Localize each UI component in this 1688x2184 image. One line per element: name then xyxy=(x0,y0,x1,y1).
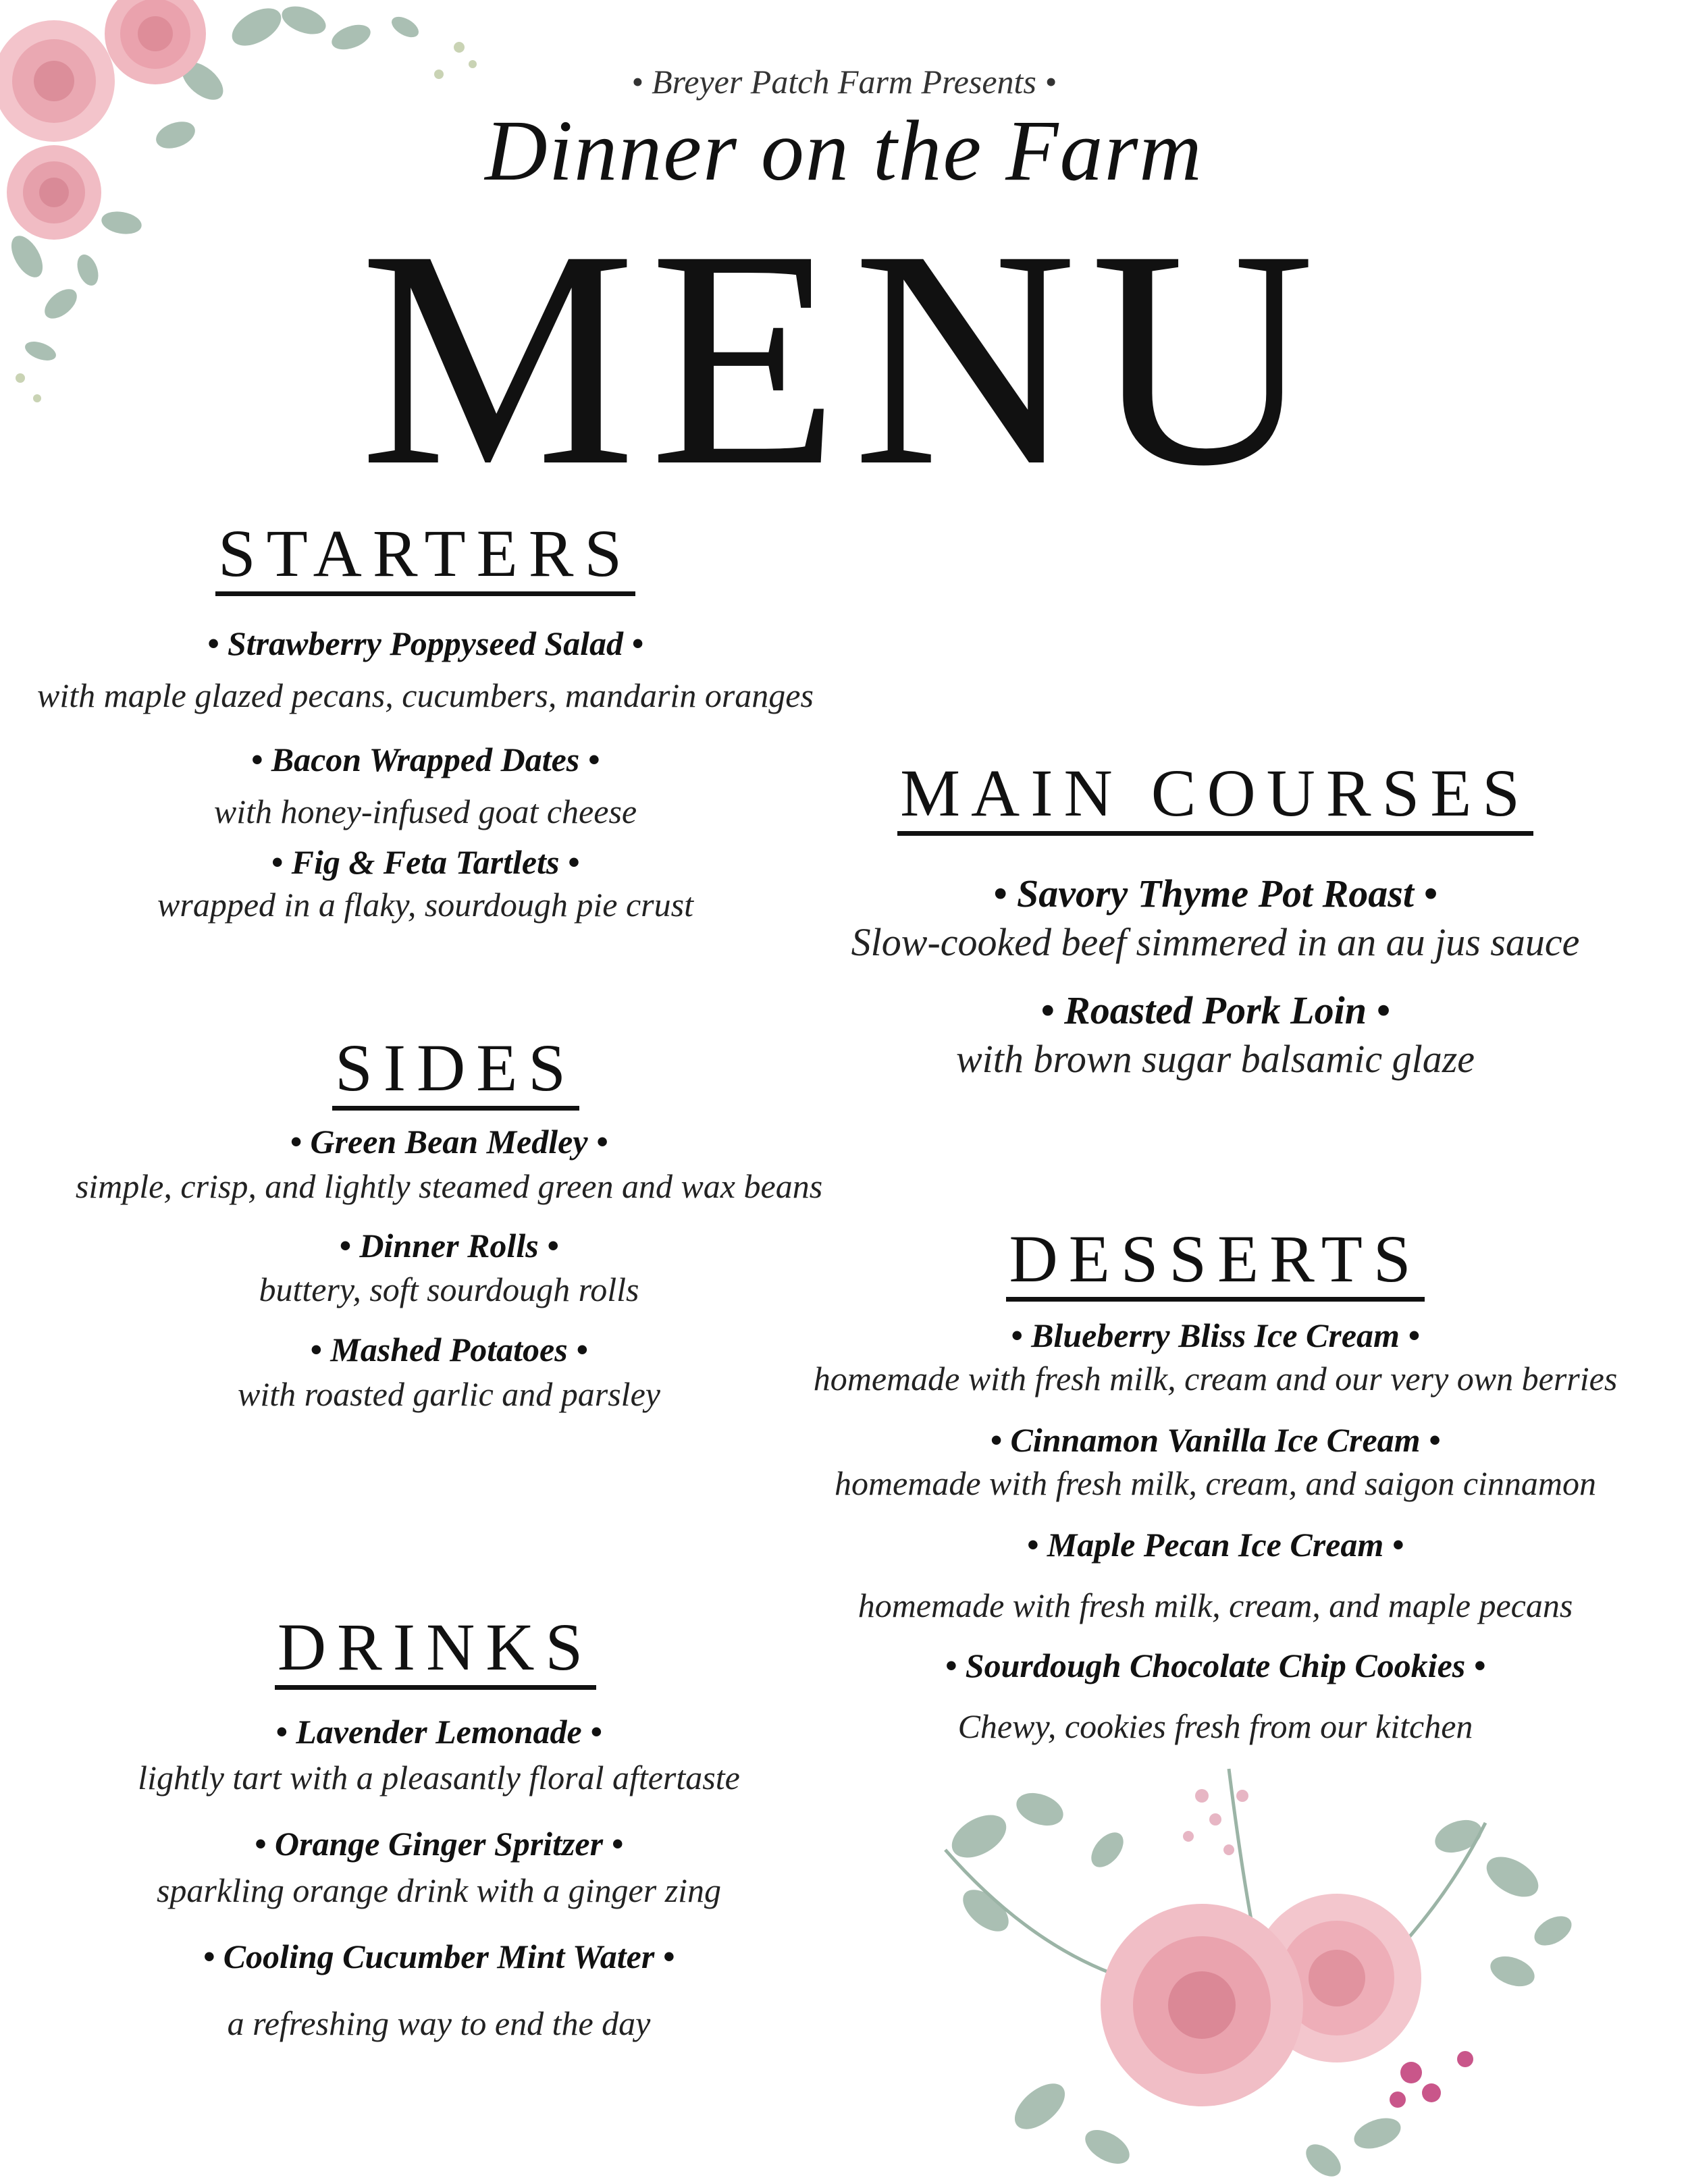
menu-item-name: • Sourdough Chocolate Chip Cookies • xyxy=(945,1647,1486,1684)
menu-heading: MENU xyxy=(359,186,1329,530)
menu-item-description: buttery, soft sourdough rolls xyxy=(259,1271,639,1308)
menu-item-description: with maple glazed pecans, cucumbers, mandarin oranges xyxy=(37,676,814,714)
menu-item-description: homemade with fresh milk, cream, and maple pecans xyxy=(858,1587,1573,1624)
menu-item-name: • Bacon Wrapped Dates • xyxy=(250,741,600,778)
menu-item-description: homemade with fresh milk, cream and our very own berries xyxy=(813,1360,1618,1397)
menu-item-name: • Cinnamon Vanilla Ice Cream • xyxy=(990,1421,1441,1459)
event-title: Dinner on the Farm xyxy=(485,103,1203,198)
menu-item-name: • Fig & Feta Tartlets • xyxy=(271,843,580,881)
menu-item-name: • Orange Ginger Spritzer • xyxy=(254,1825,624,1863)
menu-item-description: Chewy, cookies fresh from our kitchen xyxy=(957,1707,1473,1745)
sides-heading: SIDES xyxy=(0,1034,912,1111)
menu-item-name: • Maple Pecan Ice Cream • xyxy=(1026,1526,1404,1564)
menu-item-description: homemade with fresh milk, cream, and saigon cinnamon xyxy=(834,1464,1597,1502)
floral-rose-bouquet-icon xyxy=(905,1755,1607,2184)
menu-item-description: with honey-infused goat cheese xyxy=(213,793,637,830)
menu-item-name: • Mashed Potatoes • xyxy=(310,1331,588,1368)
menu-item-description: wrapped in a flaky, sourdough pie crust xyxy=(157,886,693,924)
menu-item-name: • Lavender Lemonade • xyxy=(275,1713,602,1751)
menu-item-name: • Savory Thyme Pot Roast • xyxy=(993,872,1438,915)
menu-item-description: sparkling orange drink with a ginger zing xyxy=(156,1871,722,1909)
menu-item-name: • Roasted Pork Loin • xyxy=(1040,988,1390,1032)
menu-item-description: with brown sugar balsamic glaze xyxy=(955,1037,1475,1081)
menu-item-name: • Blueberry Bliss Ice Cream • xyxy=(1011,1316,1420,1354)
menu-item-description: with roasted garlic and parsley xyxy=(238,1375,660,1413)
drinks-heading: DRINKS xyxy=(0,1614,871,1690)
menu-item-name: • Green Bean Medley • xyxy=(290,1123,608,1161)
starters-heading: STARTERS xyxy=(0,520,851,596)
menu-item-name: • Strawberry Poppyseed Salad • xyxy=(207,624,644,662)
main-courses-heading: MAIN COURSES xyxy=(743,760,1688,836)
desserts-heading: DESSERTS xyxy=(743,1225,1688,1302)
menu-item-description: simple, crisp, and lightly steamed green and wax beans xyxy=(75,1167,823,1205)
menu-item-description: lightly tart with a pleasantly floral aftertaste xyxy=(138,1759,740,1796)
menu-item-description: a refreshing way to end the day xyxy=(227,2004,651,2042)
menu-item-name: • Dinner Rolls • xyxy=(339,1227,559,1264)
menu-item-name: • Cooling Cucumber Mint Water • xyxy=(203,1938,675,1975)
menu-item-description: Slow-cooked beef simmered in an au jus sauce xyxy=(851,920,1580,964)
presents-line: • Breyer Patch Farm Presents • xyxy=(631,63,1057,101)
